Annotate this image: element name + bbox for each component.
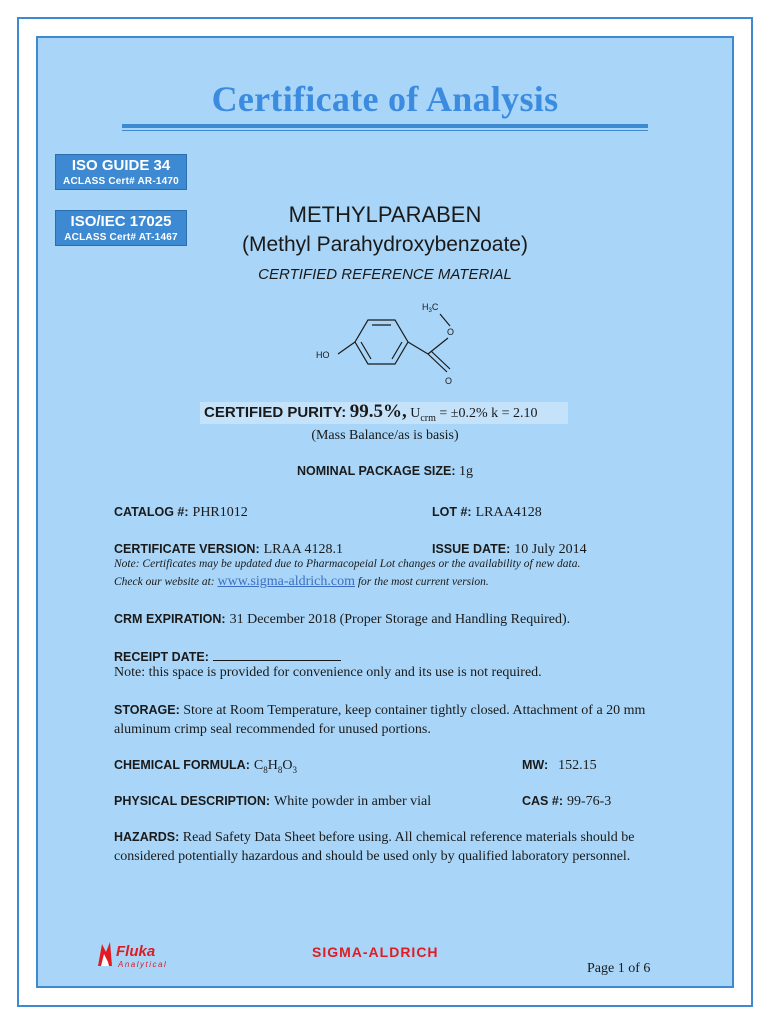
ester-o-label: O bbox=[447, 327, 455, 337]
receipt-date-blank bbox=[213, 648, 341, 661]
methyl-label: $H_3C$ bbox=[422, 302, 439, 314]
purity-label: CERTIFIED PURITY: bbox=[204, 404, 347, 421]
chemical-formula: CHEMICAL FORMULA: $C_8H_8O_3$ bbox=[114, 758, 297, 775]
lot-number: LOT #: LRAA4128 bbox=[432, 505, 542, 520]
catalog-number: CATALOG #: PHR1012 bbox=[114, 505, 248, 520]
product-synonym: (Methyl Parahydroxybenzoate) bbox=[242, 233, 528, 256]
purity-value: 99.5%, bbox=[349, 401, 407, 422]
svg-text:Fluka: Fluka bbox=[116, 943, 156, 960]
receipt-date: RECEIPT DATE: bbox=[114, 648, 341, 666]
package-size bbox=[0, 464, 770, 480]
storage: STORAGE: Store at Room Temperature, keep container tightly closed. Attachment of a 20 mm aluminum crimp seal recommended for unused portions. bbox=[114, 703, 646, 737]
package-value: 1g bbox=[459, 464, 474, 479]
website-link[interactable]: www.sigma-aldrich.com bbox=[217, 574, 355, 589]
hazards: HAZARDS: Read Safety Data Sheet before using. All chemical reference materials should be considered potentially hazardous and should be used only by qualified laboratory personnel. bbox=[114, 830, 635, 864]
carbonyl-bond bbox=[408, 342, 428, 354]
molecular-weight: MW: 152.15 bbox=[522, 758, 597, 773]
page-number: Page 1 of 6 bbox=[587, 961, 651, 976]
badge-cert: ACLASS Cert# AT-1467 bbox=[64, 232, 178, 243]
badge-title: ISO GUIDE 34 bbox=[71, 157, 171, 174]
physical-description: PHYSICAL DESCRIPTION: White powder in amber vial bbox=[114, 794, 432, 809]
website-note: Check our website at: www.sigma-aldrich.com for the most current version. bbox=[114, 574, 489, 589]
update-note: Note: Certificates may be updated due to Pharmacopeial Lot changes or the availability of new data. bbox=[114, 558, 581, 570]
purity-basis: (Mass Balance/as is basis) bbox=[311, 428, 459, 443]
fluka-flame-icon bbox=[90, 938, 180, 972]
fluka-logo bbox=[90, 938, 180, 977]
title-rule-thin bbox=[122, 130, 648, 131]
hydroxyl-label: HO bbox=[316, 350, 330, 360]
benzene-ring bbox=[355, 320, 408, 364]
product-type: CERTIFIED REFERENCE MATERIAL bbox=[258, 266, 512, 283]
formula-value: $C_8H_8O_3$ bbox=[253, 758, 297, 775]
badge-title: ISO/IEC 17025 bbox=[70, 213, 172, 230]
product-name: METHYLPARABEN bbox=[288, 202, 482, 227]
svg-text:Analytical: Analytical bbox=[118, 960, 168, 969]
cas-number: CAS #: 99-76-3 bbox=[522, 794, 612, 809]
crm-expiration: CRM EXPIRATION: 31 December 2018 (Proper Storage and Handling Required). bbox=[114, 612, 571, 627]
receipt-note: Note: this space is provided for convenience only and its use is not required. bbox=[114, 665, 542, 680]
carbonyl-o-label: O bbox=[445, 376, 453, 386]
certified-purity bbox=[204, 401, 538, 424]
hydroxyl-bond bbox=[338, 342, 355, 354]
badge-cert: ACLASS Cert# AR-1470 bbox=[63, 176, 179, 187]
iso-guide-34-badge bbox=[55, 154, 187, 190]
methylparaben-structure bbox=[300, 292, 490, 392]
certificate-version: CERTIFICATE VERSION: LRAA 4128.1 bbox=[114, 542, 343, 557]
title-rule-thick bbox=[122, 124, 648, 128]
page-title: Certificate of Analysis bbox=[211, 79, 559, 119]
sigma-aldrich-logo: SIGMA-ALDRICH bbox=[312, 944, 439, 960]
purity-uncertainty: $U_{crm} = \pm 0.2\%$ k = 2.10 bbox=[410, 406, 538, 424]
package-label: NOMINAL PACKAGE SIZE: bbox=[296, 464, 456, 478]
issue-date: ISSUE DATE: 10 July 2014 bbox=[432, 542, 587, 557]
